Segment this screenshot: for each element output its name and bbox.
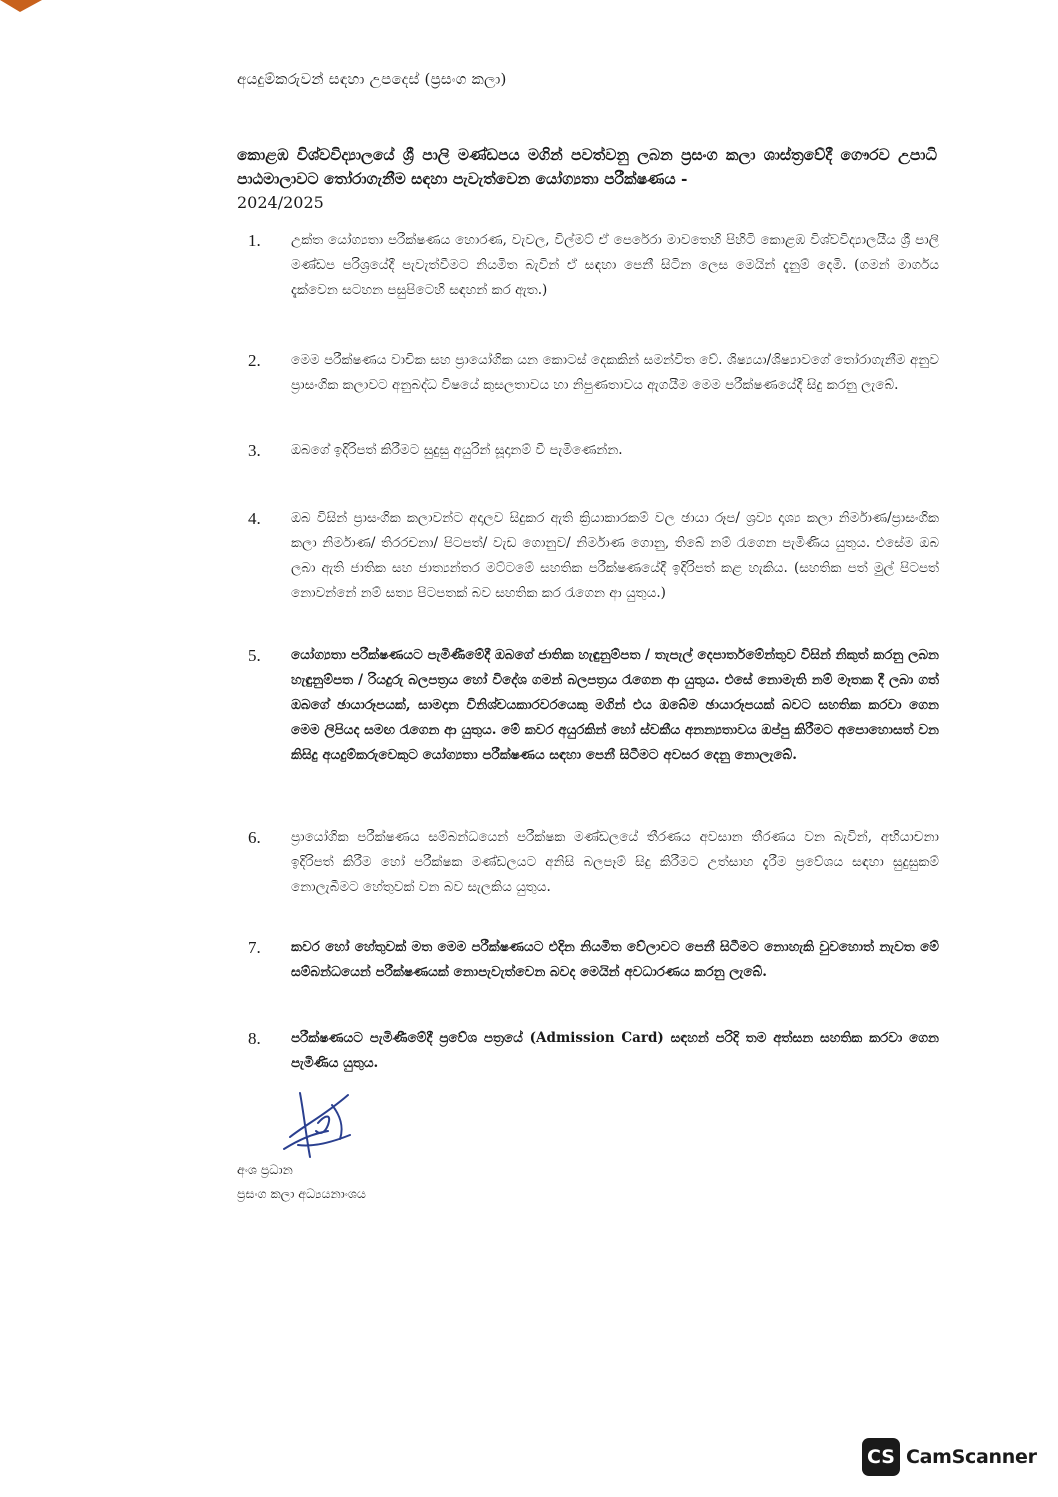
item-text: පරීක්ෂණයට පැමිණීමේදී ප්‍රවේශ පත්‍රයේ (Admission Card) සඳහන් පරිදි තම අත්සන සහතික කරවා ගෙන පැමිණිය යුතුය. [291, 1030, 939, 1071]
subject-text: කොළඹ විශ්වවිද්‍යාලයේ ශ්‍රී පාලි මණ්ඩපය මගින් පවත්වනු ලබන ප්‍රසංග කලා ශාස්ත්‍රවේදී ගෞරව උපාධි පාඨමාලාවට තෝරාගැනීම සඳහා පැවැත්වෙන යෝග්‍යතා පරීක්ෂණය - [237, 145, 937, 188]
document-heading: අයදුම්කරුවන් සඳහා උපදෙස් (ප්‍රසංග කලා) [237, 70, 507, 88]
camscanner-watermark [862, 1437, 1037, 1477]
item-number: 2. [248, 351, 261, 370]
item-text: ප්‍රායෝගික පරීක්ෂණය සම්බන්ධයෙන් පරීක්ෂක මණ්ඩලයේ තීරණය අවසාන තීරණය වන බැවින්, අභියාචනා ඉදිරිපත් කිරීම හෝ පරීක්ෂක මණ්ඩලයට අනිසි බලපෑම් සිදු කිරීමට උත්සාහ දැරීම ප්‍රවේශය සඳහා සුදුසුකම් නොලැබීමට හේතුවක් වන බව සැලකිය යුතුය. [291, 829, 939, 895]
item-number: 3. [248, 441, 261, 460]
document-subject [237, 143, 937, 215]
item-number: 5. [248, 646, 261, 665]
camscanner-brand: CamScanner [906, 1446, 1037, 1468]
item-text: මෙම පරීක්ෂණය වාචික සහ ප්‍රායෝගික යන කොටස් දෙකකින් සමන්විත වේ. ශිෂ්‍යයා/ශිෂ්‍යාවගේ තෝරාගැනීම අනුව ප්‍රාසංගික කලාවට අනුබද්ධ විෂයේ කුසලතාවය හා නිපුණතාවය ඇගයීම මෙම පරීක්ෂණයේදී සිදු කරනු ලැබේ. [291, 352, 939, 393]
item-number: 4. [248, 509, 261, 528]
signatory-title: අංශ ප්‍රධාන [237, 1162, 293, 1177]
item-text: ඔබ විසින් ප්‍රාසංගික කලාවන්ට අදාලව සිදුකර ඇති ක්‍රියාකාරකම් වල ඡායා රූප/ ශ්‍රව්‍ය දෘශ්‍ය කලා නිර්මාණ/ප්‍රාසංගික කලා නිර්මාණ/ තිරරචනා/ පිටපත්/ වැඩ ගොනුව/ නිර්මාණ ගොනු, තිබේ නම් රැගෙන පැමිණිය යුතුය. එසේම ඔබ ලබා ඇති ජාතික සහ ජාත්‍යන්තර මට්ටමේ සහතික පරීක්ෂණයේදී ඉදිරිපත් කළ හැකිය. (සහතික පත් මුල් පිටපත් නොවන්නේ නම් සත්‍ය පිටපතක් බව සහතික කර රැගෙන ආ යුතුය.) [291, 510, 939, 601]
item-number: 1. [248, 231, 261, 250]
item-number: 6. [248, 828, 261, 847]
scan-edge-mark [0, 0, 42, 12]
signatory-block [237, 1158, 366, 1206]
item-number: 7. [248, 938, 261, 957]
item-text: කවර හෝ හේතුවක් මත මෙම පරීක්ෂණයට එදින නියමිත වේලාවට පෙනී සිටීමට නොහැකි වුවහොත් නැවත මේ සම්බන්ධයෙන් පරීක්ෂණයක් නොපැවැත්වෙන බවද මෙයින් අවධාරණය කරනු ලැබේ. [291, 939, 939, 980]
signatory-department: ප්‍රසංග කලා අධ්‍යයනාංශය [237, 1186, 366, 1201]
item-text: උක්ත යෝග්‍යතා පරීක්ෂණය හොරණ, වැවල, විල්මට් ඒ පෙරේරා මාවතෙහි පිහිටි කොළඹ විශ්වවිද්‍යාලයීය ශ්‍රී පාලි මණ්ඩප පරිශ්‍රයේදී පැවැත්වීමට නියමිත බැවින් ඒ සඳහා පෙනී සිටින ලෙස මෙයින් දැනුම් දෙමි. (ගමන් මාර්ගය දැක්වෙන සටහන පසුපිටෙහි සඳහන් කර ඇත.) [291, 232, 939, 298]
subject-year: 2024/2025 [237, 193, 324, 212]
camscanner-logo-icon: CS [862, 1438, 900, 1476]
signature [270, 1085, 360, 1165]
item-text: ඔබගේ ඉදිරිපත් කිරීමට සුදුසු අයුරින් සූදානම් වී පැමිණෙන්න. [291, 442, 623, 458]
item-number: 8. [248, 1029, 261, 1048]
item-text: යෝග්‍යතා පරීක්ෂණයට පැමිණීමේදී ඔබගේ ජාතික හැඳුනුම්පත / තැපැල් දෙපාර්තමේන්තුව විසින් නිකුත් කරනු ලබන හැඳුනුම්පත / රියදුරු බලපත්‍රය හෝ විදේශ ගමන් බලපත්‍රය රැගෙන ආ යුතුය. එසේ නොමැති නම් මෑතක දී ලබා ගත් ඔබගේ ඡායාරූපයක්, සාමදාන විනිශ්චයකාරවරයෙකු මගින් එය ඔබේම ඡායාරූපයක් බවට සහතික කරවා ගෙන මෙම ලිපියද සමඟ රැගෙන ආ යුතුය. මේ කවර අයුරකින් හෝ ස්වකීය අනන්‍යතාවය ඔප්පු කිරීමට අපොහොසත් වන කිසිදු අයදුම්කරුවෙකුට යෝග්‍යතා පරීක්ෂණය සඳහා පෙනී සිටීමට අවසර දෙනු නොලැබේ. [291, 647, 939, 763]
